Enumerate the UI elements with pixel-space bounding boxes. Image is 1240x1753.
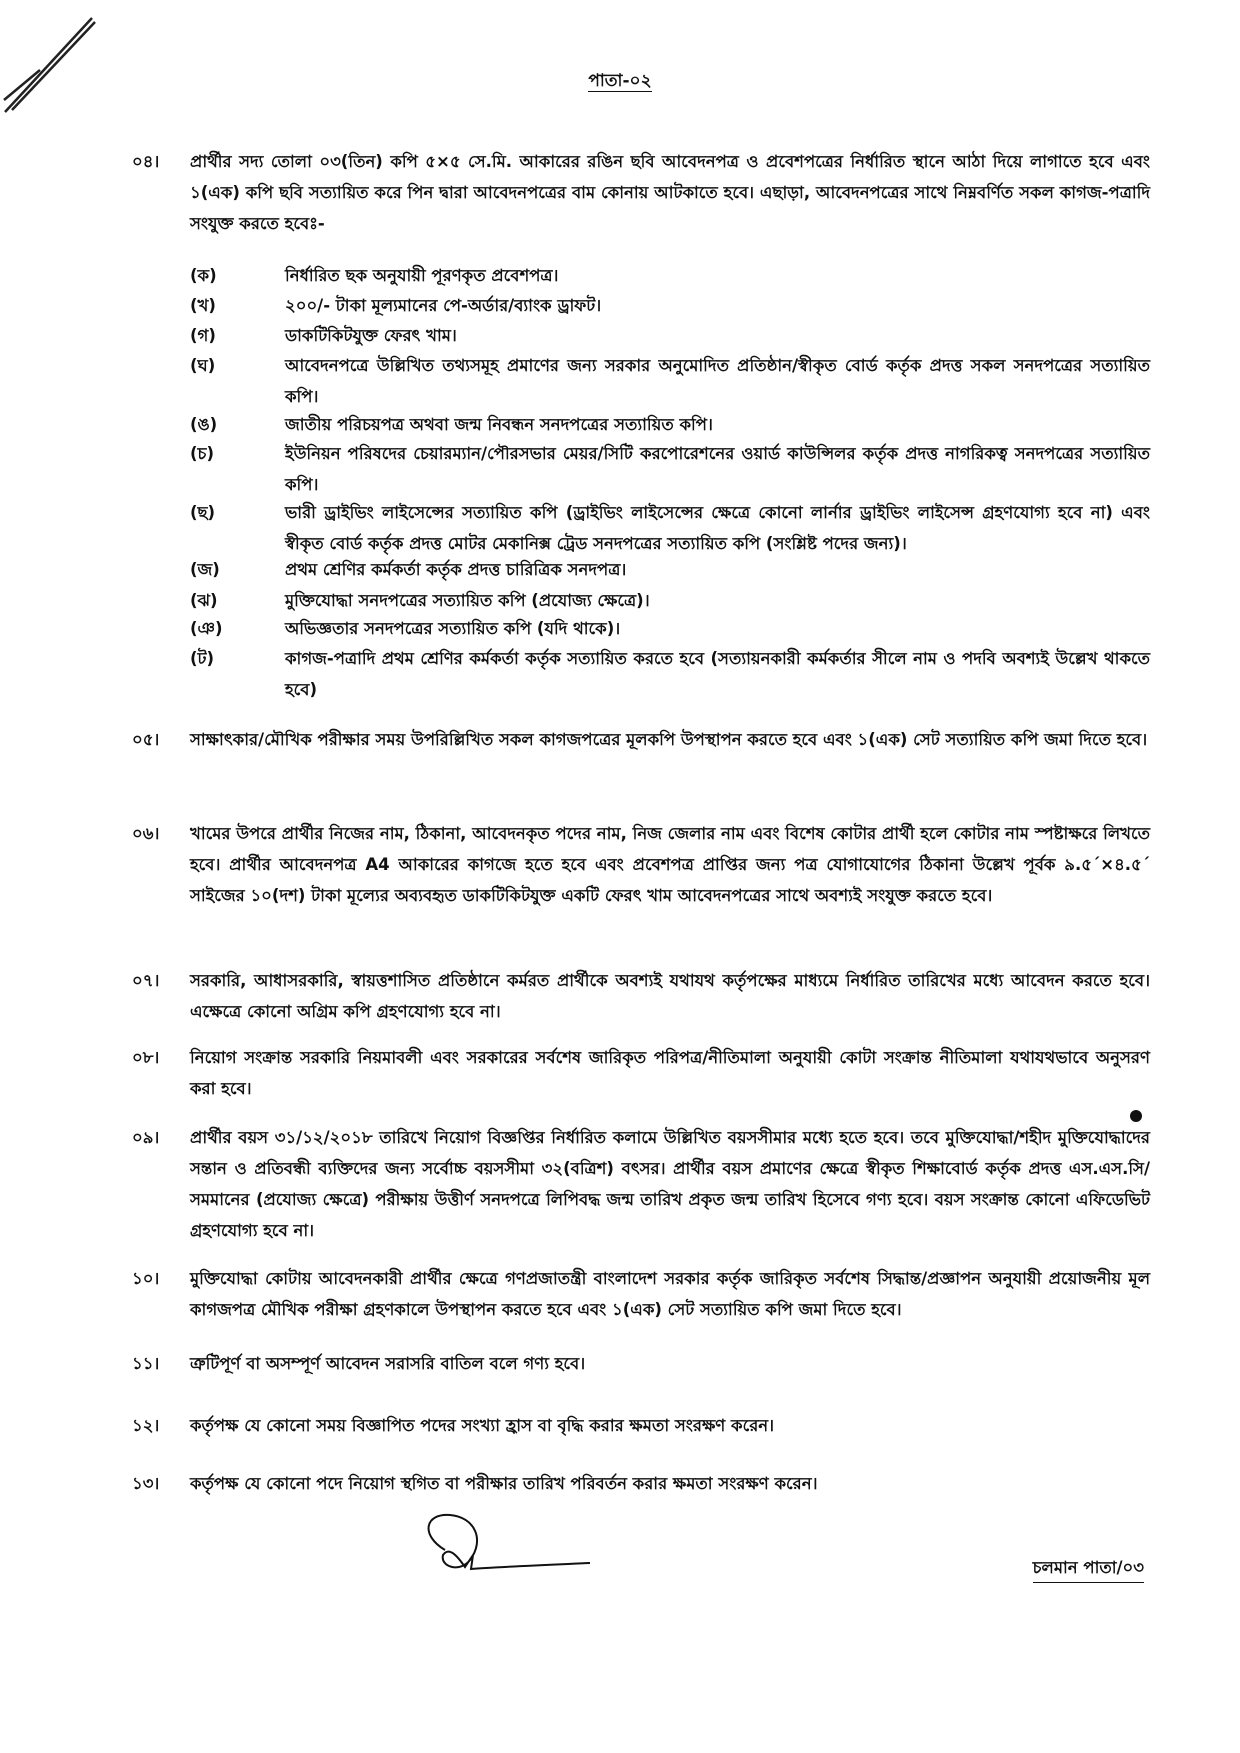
list-item: (ছ) ভারী ড্রাইভিং লাইসেন্সের সত্যায়িত কপি (ড্রাইভিং লাইসেন্সের ক্ষেত্রে কোনো লার্নার ড্রাইভিং লাইসেন্স গ্রহণযোগ্য হবে না) এবং স্বীকৃত বোর্ড কর্তৃক প্রদত্ত মোটর মেকানিক্স ট্রেড সনদপত্রের সত্যায়িত কপি (সংশ্লিষ্ট পদের জন্য)। bbox=[190, 503, 1150, 553]
ink-dot bbox=[1128, 1108, 1144, 1124]
list-item: (জ) প্রথম শ্রেণির কর্মকর্তা কর্তৃক প্রদত্ত চারিত্রিক সনদপত্র। bbox=[190, 560, 627, 579]
clause-04: ০৪। প্রার্থীর সদ্য তোলা ০৩(তিন) কপি ৫×৫ সে.মি. আকারের রঙিন ছবি আবেদনপত্র ও প্রবেশপত্রের নির্ধারিত স্থানে আঠা দিয়ে লাগাতে হবে এবং ১(এক) কপি ছবি সত্যায়িত করে পিন দ্বারা আবেদনপত্রের বাম কোনায় আটকাতে হবে। এছাড়া, আবেদনপত্রের সাথে নিম্নবর্ণিত সকল কাগজ-পত্রাদি সংযুক্ত করতে হবেঃ- bbox=[132, 152, 1150, 233]
list-item: (ঙ) জাতীয় পরিচয়পত্র অথবা জন্ম নিবন্ধন সনদপত্রের সত্যায়িত কপি। bbox=[190, 415, 713, 434]
clause-12: ১২। কর্তৃপক্ষ যে কোনো সময় বিজ্ঞাপিত পদের সংখ্যা হ্রাস বা বৃদ্ধি করার ক্ষমতা সংরক্ষণ করেন। bbox=[132, 1416, 775, 1435]
signature bbox=[415, 1505, 595, 1580]
list-item: (চ) ইউনিয়ন পরিষদের চেয়ারম্যান/পৌরসভার মেয়র/সিটি করপোরেশনের ওয়ার্ড কাউন্সিলর কর্তৃক প্রদত্ত নাগরিকত্ব সনদপত্রের সত্যায়িত কপি। bbox=[190, 444, 1150, 494]
list-item: (ট) কাগজ-পত্রাদি প্রথম শ্রেণির কর্মকর্তা কর্তৃক সত্যায়িত করতে হবে (সত্যায়নকারী কর্মকর্তার সীলে নাম ও পদবি অবশ্যই উল্লেখ থাকতে হবে) bbox=[190, 649, 1150, 699]
clause-06: ০৬। খামের উপরে প্রার্থীর নিজের নাম, ঠিকানা, আবেদনকৃত পদের নাম, নিজ জেলার নাম এবং বিশেষ কোটার প্রার্থী হলে কোটার নাম স্পষ্টাক্ষরে লিখতে হবে। প্রার্থীর আবেদনপত্র A4 আকারের কাগজে হতে হবে এবং প্রবেশপত্র প্রাপ্তির জন্য পত্র যোগাযোগের ঠিকানা উল্লেখ পূর্বক ৯.৫´×৪.৫´ সাইজের ১০(দশ) টাকা মূল্যের অব্যবহৃত ডাকটিকিটযুক্ত একটি ফেরৎ খাম আবেদনপত্রের সাথে অবশ্যই সংযুক্ত করতে হবে। bbox=[132, 824, 1150, 905]
clause-10: ১০। মুক্তিযোদ্ধা কোটায় আবেদনকারী প্রার্থীর ক্ষেত্রে গণপ্রজাতন্ত্রী বাংলাদেশ সরকার কর্তৃক জারিকৃত সর্বশেষ সিদ্ধান্ত/প্রজ্ঞাপন অনুযায়ী প্রয়োজনীয় মূল কাগজপত্র মৌখিক পরীক্ষা গ্রহণকালে উপস্থাপন করতে হবে এবং ১(এক) সেট সত্যায়িত কপি জমা দিতে হবে। bbox=[132, 1269, 1150, 1319]
list-item: (গ) ডাকটিকিটযুক্ত ফেরৎ খাম। bbox=[190, 326, 457, 345]
continued-page-note: চলমান পাতা/০৩ bbox=[1033, 1555, 1144, 1583]
list-item: (খ) ২০০/- টাকা মূল্যমানের পে-অর্ডার/ব্যাংক ড্রাফট। bbox=[190, 296, 602, 315]
clause-11: ১১। ত্রুটিপূর্ণ বা অসম্পূর্ণ আবেদন সরাসরি বাতিল বলে গণ্য হবে। bbox=[132, 1354, 586, 1373]
list-item: (ক) নির্ধারিত ছক অনুযায়ী পূরণকৃত প্রবেশপত্র। bbox=[190, 266, 559, 285]
clause-09: ০৯। প্রার্থীর বয়স ৩১/১২/২০১৮ তারিখে নিয়োগ বিজ্ঞপ্তির নির্ধারিত কলামে উল্লিখিত বয়সসীমার মধ্যে হতে হবে। তবে মুক্তিযোদ্ধা/শহীদ মুক্তিযোদ্ধাদের সন্তান ও প্রতিবন্ধী ব্যক্তিদের জন্য সর্বোচ্চ বয়সসীমা ৩২(বত্রিশ) বৎসর। প্রার্থীর বয়স প্রমাণের ক্ষেত্রে স্বীকৃত শিক্ষাবোর্ড কর্তৃক প্রদত্ত এস.এস.সি/সমমানের (প্রযোজ্য ক্ষেত্রে) পরীক্ষায় উত্তীর্ণ সনদপত্রে লিপিবদ্ধ জন্ম তারিখ প্রকৃত জন্ম তারিখ হিসেবে গণ্য হবে। বয়স সংক্রান্ত কোনো এফিডেভিট গ্রহণযোগ্য হবে না। bbox=[132, 1128, 1150, 1240]
list-item: (ঞ) অভিজ্ঞতার সনদপত্রের সত্যায়িত কপি (যদি থাকে)। bbox=[190, 619, 621, 638]
clause-05: ০৫। সাক্ষাৎকার/মৌখিক পরীক্ষার সময় উপরিল্লিখিত সকল কাগজপত্রের মূলকপি উপস্থাপন করতে হবে এবং ১(এক) সেট সত্যায়িত কপি জমা দিতে হবে। bbox=[132, 730, 1148, 749]
clause-07: ০৭। সরকারি, আধাসরকারি, স্বায়ত্তশাসিত প্রতিষ্ঠানে কর্মরত প্রার্থীকে অবশ্যই যথাযথ কর্তৃপক্ষের মাধ্যমে নির্ধারিত তারিখের মধ্যে আবেদন করতে হবে। এক্ষেত্রে কোনো অগ্রিম কপি গ্রহণযোগ্য হবে না। bbox=[132, 971, 1150, 1021]
pen-stroke-mark bbox=[0, 0, 120, 120]
page-number-header: পাতা-০২ bbox=[588, 71, 652, 91]
list-item: (ঝ) মুক্তিযোদ্ধা সনদপত্রের সত্যায়িত কপি (প্রযোজ্য ক্ষেত্রে)। bbox=[190, 591, 650, 610]
clause-08: ০৮। নিয়োগ সংক্রান্ত সরকারি নিয়মাবলী এবং সরকারের সর্বশেষ জারিকৃত পরিপত্র/নীতিমালা অনুযায়ী কোটা সংক্রান্ত নীতিমালা যথাযথভাবে অনুসরণ করা হবে। bbox=[132, 1048, 1150, 1098]
clause-13: ১৩। কর্তৃপক্ষ যে কোনো পদে নিয়োগ স্থগিত বা পরীক্ষার তারিখ পরিবর্তন করার ক্ষমতা সংরক্ষণ করেন। bbox=[132, 1474, 818, 1493]
list-item: (ঘ) আবেদনপত্রে উল্লিখিত তথ্যসমূহ প্রমাণের জন্য সরকার অনুমোদিত প্রতিষ্ঠান/স্বীকৃত বোর্ড কর্তৃক প্রদত্ত সকল সনদপত্রের সত্যায়িত কপি। bbox=[190, 356, 1150, 406]
